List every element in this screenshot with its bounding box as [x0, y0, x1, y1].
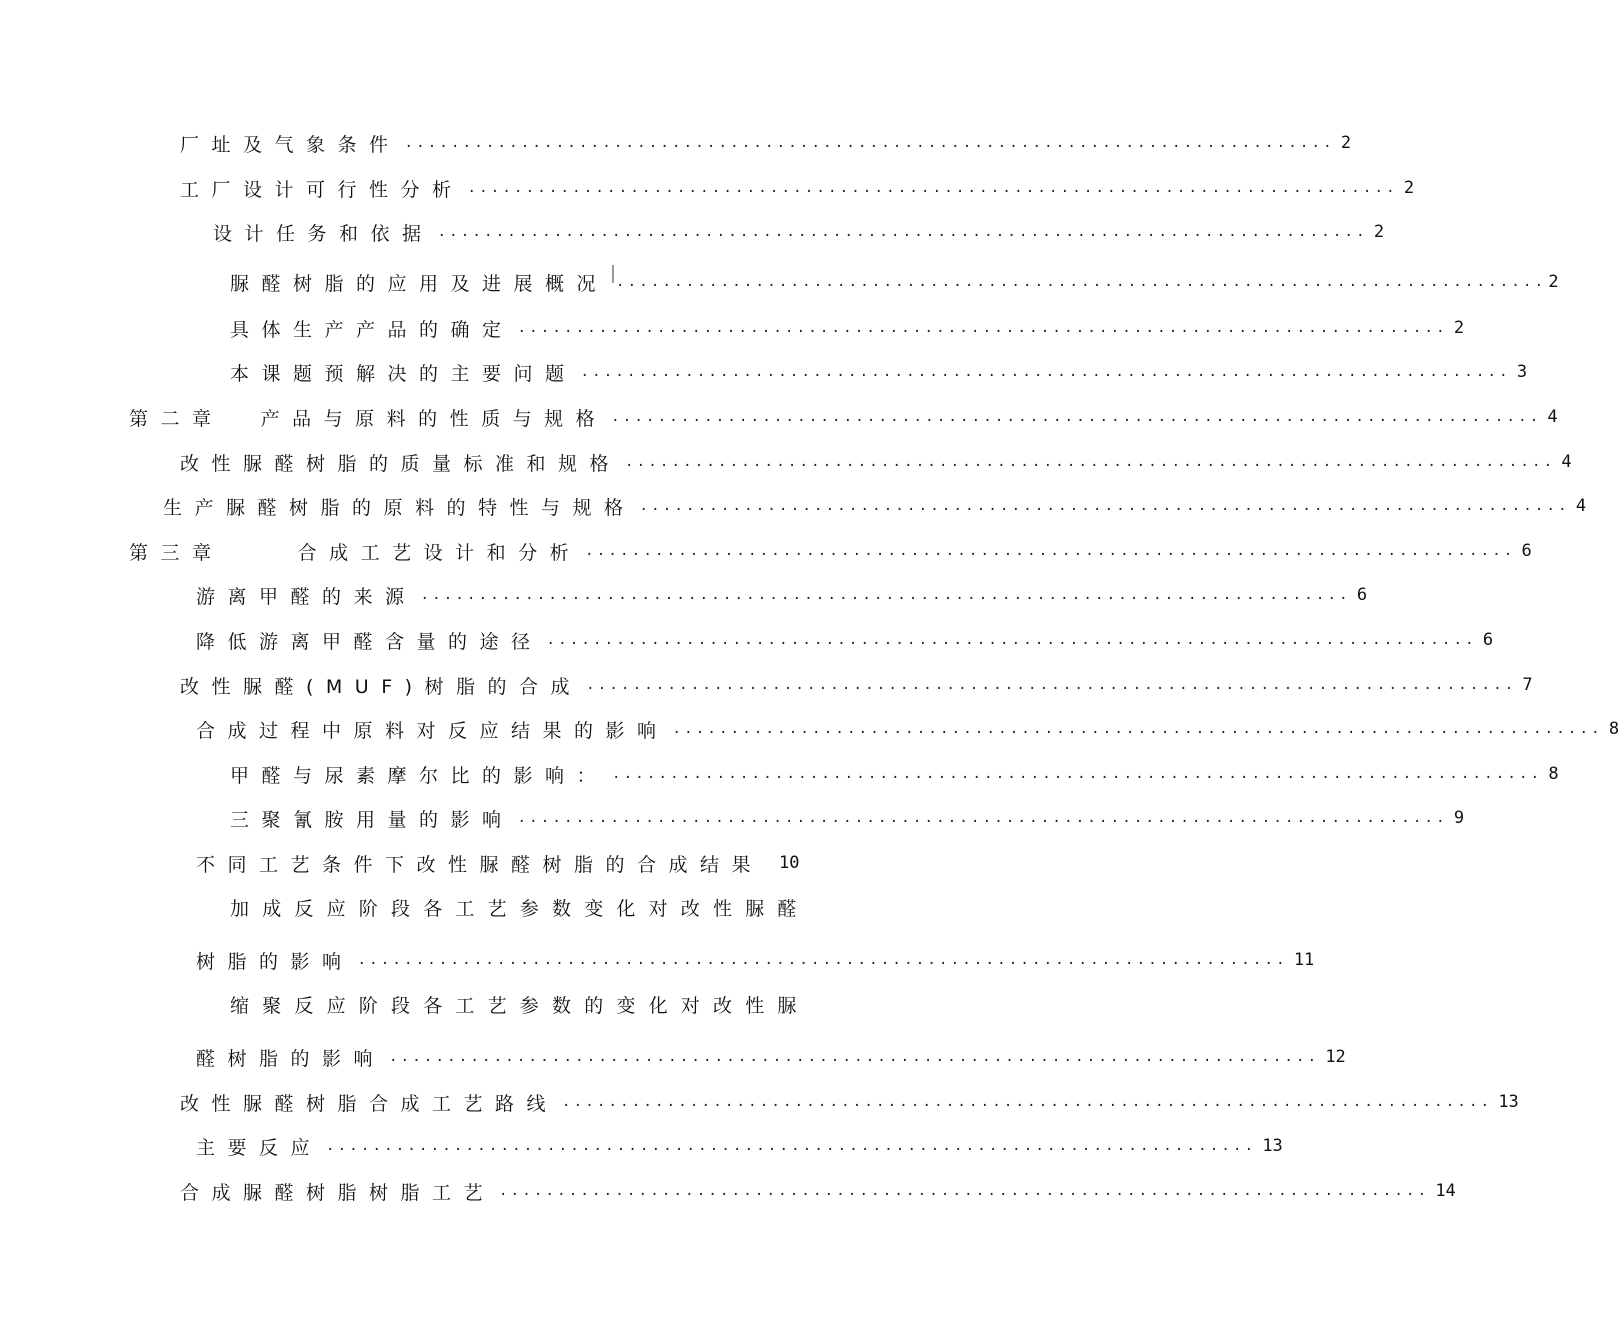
toc-entry [196, 581, 1368, 609]
toc-entry-page: 2 [1403, 178, 1415, 198]
toc-entry-page: 12 [1325, 1047, 1346, 1067]
broken-image-icon [612, 265, 614, 283]
toc-entry-page: 2 [1340, 133, 1352, 153]
toc-entry-page: 6 [1521, 541, 1532, 561]
toc-leader-dots: ................................................................................ [625, 454, 1556, 470]
toc-entry-first-line [230, 990, 843, 1018]
toc-entry-title: 第二章 产品与原料的性质与规格 [129, 407, 608, 430]
toc-entry-title: 甲醛与尿素摩尔比的影响： [230, 764, 609, 787]
toc-entry-title: 厂址及气象条件 [180, 133, 401, 156]
toc-entry [163, 492, 1587, 520]
toc-leader-dots: ................................................................................ [404, 135, 1335, 151]
toc-entry-page: 7 [1522, 675, 1533, 695]
toc-leader-dots: ................................................................................ [585, 543, 1516, 559]
toc-entry-title: 主要反应 [196, 1136, 323, 1159]
toc-entry-first-line [230, 893, 843, 921]
toc-entry [230, 804, 1465, 832]
toc-entry [180, 448, 1572, 476]
toc-chapter-entry [129, 537, 1532, 565]
toc-leader-dots: ................................................................................ [639, 498, 1570, 514]
toc-entry-continuation [196, 946, 1315, 974]
toc-chapter-entry [129, 403, 1558, 431]
toc-entry-title: 加成反应阶段各工艺参数变化对改性脲醛 [230, 897, 810, 920]
toc-entry [230, 268, 1559, 296]
toc-entry [196, 849, 843, 877]
toc-leader-dots: ................................................................................ [586, 677, 1517, 693]
toc-leader-dots: ................................................................................ [499, 1183, 1430, 1199]
toc-entry-page: 11 [1293, 950, 1315, 970]
toc-entry-title: 脲醛树脂的应用及进展概况 [230, 272, 609, 295]
toc-entry [213, 218, 1385, 246]
toc-entry [230, 358, 1528, 386]
toc-entry-page: 3 [1516, 362, 1528, 382]
toc-entry-title: 生产脲醛树脂的原料的特性与规格 [163, 496, 636, 519]
toc-entry-title: 设计任务和依据 [213, 222, 434, 245]
toc-entry-title: 本课题预解决的主要问题 [230, 362, 577, 385]
toc-entry-title: 不同工艺条件下改性脲醛树脂的合成结果 [196, 853, 764, 876]
toc-entry-title: 缩聚反应阶段各工艺参数的变化对改性脲 [230, 994, 810, 1017]
toc-entry [230, 760, 1559, 788]
toc-entry-title: 合成过程中原料对反应结果的影响 [196, 719, 669, 742]
toc-leader-dots: ................................................................................ [562, 1094, 1493, 1110]
toc-leader-dots: ................................................................................ [389, 1049, 1320, 1065]
toc-entry-title-cont: 醛树脂的影响 [196, 1047, 386, 1070]
toc-entry [230, 314, 1465, 342]
toc-leader-dots: ................................................................................ [611, 409, 1542, 425]
toc-entry-title: 具体生产产品的确定 [230, 318, 514, 341]
toc-entry-page: 4 [1575, 496, 1587, 516]
toc-entry [196, 626, 1494, 654]
toc-leader-dots: ................................................................................ [546, 632, 1477, 648]
toc-entry [196, 715, 1619, 743]
toc-entry [180, 1177, 1456, 1205]
toc-entry-page: 6 [1356, 585, 1368, 605]
toc-entry [196, 1132, 1283, 1160]
toc-entry [180, 174, 1415, 202]
toc-leader-dots: ................................................................................ [580, 364, 1511, 380]
toc-leader-dots: ................................................................................ [672, 721, 1603, 737]
toc-entry [180, 1088, 1519, 1116]
toc-entry-title: 改性脲醛树脂的质量标准和规格 [180, 452, 622, 475]
toc-entry-title: 游离甲醛的来源 [196, 585, 417, 608]
toc-entry-page: 6 [1482, 630, 1494, 650]
toc-leader-dots: ................................................................................ [517, 810, 1448, 826]
toc-entry-title: 三聚氰胺用量的影响 [230, 808, 514, 831]
toc-entry-page: 14 [1435, 1181, 1456, 1201]
toc-leader-dots: ................................................................................ [326, 1138, 1257, 1154]
toc-entry-page: 13 [1262, 1136, 1283, 1156]
toc-entry-page: 2 [1453, 318, 1465, 338]
toc-leader-dots: ................................................................................ [616, 274, 1547, 290]
toc-entry [180, 671, 1533, 699]
toc-entry-page: 8 [1608, 719, 1619, 739]
toc-entry-continuation [196, 1043, 1346, 1071]
toc-leader-dots: ................................................................................ [437, 224, 1368, 240]
toc-entry-page: 2 [1373, 222, 1385, 242]
toc-entry-page: 4 [1561, 452, 1572, 472]
toc-leader-dots: ................................................................................ [357, 952, 1288, 968]
toc-leader-dots: ................................................................................ [612, 766, 1543, 782]
toc-leader-dots: ................................................................................ [467, 180, 1398, 196]
toc-entry-title: 合成脲醛树脂树脂工艺 [180, 1181, 496, 1204]
toc-entry-page: 13 [1498, 1092, 1519, 1112]
toc-entry-title: 改性脲醛树脂合成工艺路线 [180, 1092, 559, 1115]
toc-entry-title: 改性脲醛(MUF)树脂的合成 [180, 675, 583, 698]
toc-entry-page: 8 [1548, 764, 1559, 784]
toc-entry-title: 第三章 合成工艺设计和分析 [129, 541, 582, 564]
toc-entry-page: 9 [1453, 808, 1465, 828]
toc-leader-dots: ................................................................................ [517, 320, 1448, 336]
toc-entry-title: 降低游离甲醛含量的途径 [196, 630, 543, 653]
toc-entry-title-cont: 树脂的影响 [196, 950, 354, 973]
toc-entry-title: 工厂设计可行性分析 [180, 178, 464, 201]
toc-entry [180, 129, 1352, 157]
toc-leader-dots: ................................................................................ [420, 587, 1351, 603]
toc-entry-page: 10 [779, 853, 800, 873]
toc-entry-page: 4 [1547, 407, 1558, 427]
toc-entry-page: 2 [1548, 272, 1559, 292]
